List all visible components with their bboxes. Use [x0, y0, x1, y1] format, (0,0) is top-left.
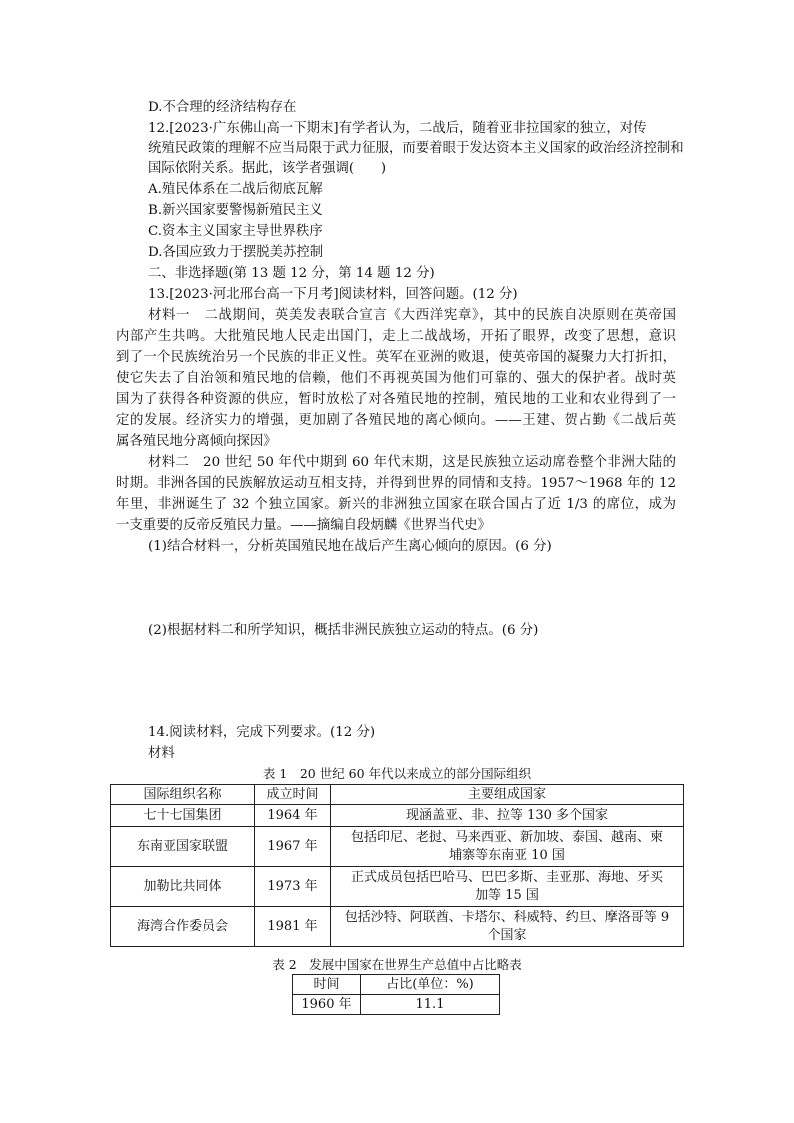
table1 [110, 784, 684, 947]
q12-stem-line-1: 12.[2023·广东佛山高一下期末]有学者认为，二战后，随着亚非拉国家的独立，对传 [148, 121, 647, 136]
org-name: 加勒比共同体 [111, 867, 255, 907]
table2-header-share: 占比(单位：%) [361, 975, 500, 995]
q13-material2-line-3: 年里，非洲诞生了 32 个独立国家。新兴的非洲独立国家在联合国占了近 1/3 的席位，成为 [116, 497, 676, 512]
q13-material2-line-4: 一支重要的反帝反殖民力量。——摘编自段炳麟《世界当代史》 [116, 518, 491, 533]
org-members-line: 加等 15 国 [475, 887, 539, 903]
section-heading: 二、非选择题(第 13 题 12 分，第 14 题 12 分) [148, 266, 435, 281]
q13-material1-line-3: 到了一个民族统治另一个民族的非正义性。英军在亚洲的败退，使英帝国的凝聚力大打折扣， [116, 350, 676, 365]
table-row [111, 867, 684, 907]
table2-caption: 表 2 发展中国家在世界生产总值中占比略表 [272, 957, 522, 972]
q12-option-c: C.资本主义国家主导世界秩序 [148, 224, 323, 239]
org-members [331, 805, 684, 827]
org-members-line: 个国家 [487, 927, 527, 943]
table1-header-row [111, 785, 684, 805]
q14-material-label: 材料 [148, 746, 175, 761]
table2-time: 1960 年 [293, 995, 361, 1015]
org-members [331, 867, 684, 907]
org-members [331, 827, 684, 867]
table1-caption: 表 1 20 世纪 60 年代以来成立的部分国际组织 [262, 766, 532, 781]
q14-stem: 14.阅读材料，完成下列要求。(12 分) [148, 725, 376, 740]
org-name: 海湾合作委员会 [111, 907, 255, 947]
table1-header-members: 主要组成国家 [331, 785, 684, 805]
q12-option-b: B.新兴国家要警惕新殖民主义 [148, 203, 323, 218]
table-row [111, 805, 684, 827]
table1-header-year: 成立时间 [255, 785, 331, 805]
org-members-line: 正式成员包括巴哈马、巴巴多斯、圭亚那、海地、牙买 [350, 869, 663, 885]
q13-material1-line-6: 定的发展。经济实力的增强，更加剧了各殖民地的离心倾向。——王建、贺占勤《二战后英 [116, 413, 676, 428]
table2-header-row [293, 975, 500, 995]
org-year: 1967 年 [255, 827, 331, 867]
q12-stem-line-3: 国际依附关系。据此，该学者强调( ) [148, 161, 387, 176]
q13-material1-line-7: 属各殖民地分离倾向探因》 [116, 434, 277, 449]
org-year: 1973 年 [255, 867, 331, 907]
q13-subquestion-2: (2)根据材料二和所学知识，概括非洲民族独立运动的特点。(6 分) [148, 623, 539, 638]
table-row [293, 995, 500, 1015]
q12-option-a: A.殖民体系在二战后彻底瓦解 [148, 182, 323, 197]
table-row [111, 907, 684, 947]
q13-material1-line-1: 材料一 二战期间，英美发表联合宣言《大西洋宪章》，其中的民族自决原则在英帝国 [148, 308, 676, 323]
q13-stem: 13.[2023·河北邢台高一下月考]阅读材料，回答问题。(12 分) [148, 287, 518, 302]
org-year: 1981 年 [255, 907, 331, 947]
org-year: 1964 年 [255, 805, 331, 827]
q11-option-d: D.不合理的经济结构存在 [148, 100, 297, 115]
org-members-line: 埔寨等东南亚 10 国 [449, 847, 565, 863]
org-members-line: 包括印尼、老挝、马来西亚、新加坡、泰国、越南、柬 [350, 829, 663, 845]
q13-material1-line-2: 内部产生共鸣。大批殖民地人民走出国门，走上二战战场，开拓了眼界，改变了思想，意识 [116, 329, 676, 344]
q13-material1-line-4: 使它失去了自治领和殖民地的信赖，他们不再视英国为他们可靠的、强大的保护者。战时英 [116, 371, 676, 386]
table1-header-name: 国际组织名称 [111, 785, 255, 805]
table2-share: 11.1 [361, 995, 500, 1015]
q12-option-d: D.各国应致力于摆脱美苏控制 [148, 245, 324, 260]
org-members-line: 现涵盖亚、非、拉等 130 多个国家 [405, 807, 609, 823]
table2 [292, 974, 500, 1015]
org-name: 东南亚国家联盟 [111, 827, 255, 867]
org-members [331, 907, 684, 947]
table2-header-time: 时间 [293, 975, 361, 995]
org-members-line: 包括沙特、阿联酋、卡塔尔、科威特、约旦、摩洛哥等 9 [344, 909, 670, 925]
q13-material2-line-2: 时期。非洲各国的民族解放运动互相支持，并得到世界的同情和支持。1957～1968 年的 12 [116, 476, 676, 491]
q13-material2-line-1: 材料二 20 世纪 50 年代中期到 60 年代末期，这是民族独立运动席卷整个非洲大陆的 [148, 455, 676, 470]
q12-stem-line-2: 统殖民政策的理解不应当局限于武力征服，而要着眼于发达资本主义国家的政治经济控制和 [148, 141, 684, 156]
q13-subquestion-1: (1)结合材料一，分析英国殖民地在战后产生离心倾向的原因。(6 分) [148, 539, 552, 554]
q13-material1-line-5: 国为了获得各种资源的供应，暂时放松了对各殖民地的控制，殖民地的工业和农业得到了一 [116, 392, 676, 407]
table-row [111, 827, 684, 867]
org-name: 七十七国集团 [111, 805, 255, 827]
